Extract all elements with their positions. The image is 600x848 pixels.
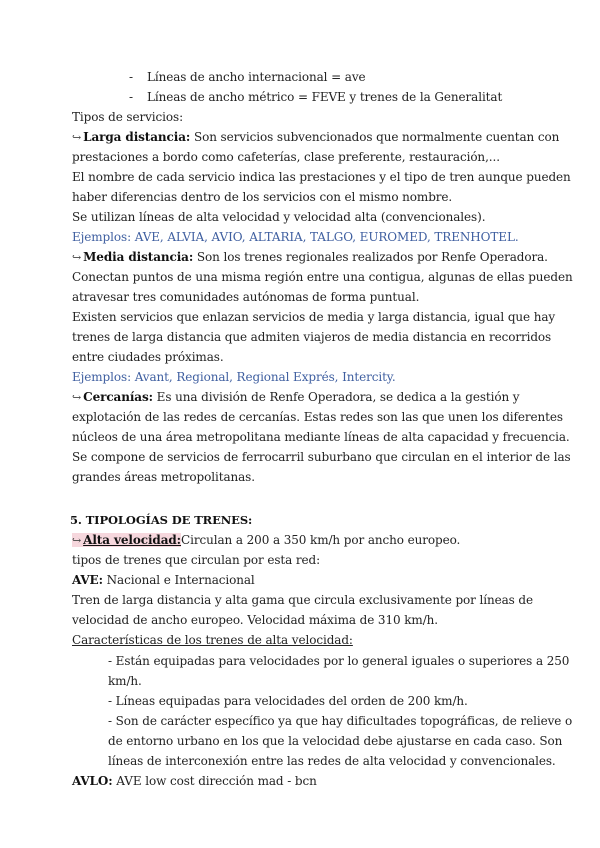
paragraph-line: Se utilizan líneas de alta velocidad y velocidad alta (convencionales). [72,210,486,224]
arrow-icon: ↪ [72,251,82,264]
paragraph-line: prestaciones a bordo como cafeterías, clase preferente, restauración,... [72,150,500,164]
paragraph-line: Conectan puntos de una misma región entre una contigua, algunas de ellas pueden [72,270,573,284]
paragraph-line: Se compone de servicios de ferrocarril suburbano que circulan en el interior de las [72,450,571,464]
paragraph-line: El nombre de cada servicio indica las prestaciones y el tipo de tren aunque pueden [72,170,571,184]
arrow-icon: ↪ [72,391,82,404]
list-item: km/h. [108,674,142,688]
text: AVE low cost dirección mad - bcn [112,774,317,788]
term-bold: Larga distancia: [83,130,191,144]
highlighted-term [72,533,181,547]
list-item: - Son de carácter específico ya que hay dificultades topográficas, de relieve o [108,714,573,728]
paragraph-line: núcleos de una área metropolitana mediante líneas de alta capacidad y frecuencia. [72,430,570,444]
term-bold: AVLO: [72,774,113,788]
paragraph-line: Tipos de servicios: [72,110,184,124]
term-bold: AVE: [72,573,103,587]
paragraph-line: Existen servicios que enlazan servicios de media y larga distancia, igual que hay [72,310,556,324]
arrow-icon: ↪ [72,131,82,144]
text: Son servicios subvencionados que normalmente cuentan con [190,130,560,144]
term-bold: Alta velocidad: [83,533,182,547]
paragraph-line [72,532,460,549]
list-item: - Líneas equipadas para velocidades del orden de 200 km/h. [108,694,468,708]
list-item: - Están equipadas para velocidades por lo general iguales o superiores a 250 [108,654,570,668]
paragraph-line: entre ciudades próximas. [72,350,224,364]
list-item: de entorno urbano en los que la velocidad debe ajustarse en cada caso. Son [108,734,563,748]
text: Circulan a 200 a 350 km/h por ancho europeo. [181,533,461,547]
text: Nacional e Internacional [102,573,255,587]
list-dash: - [129,70,133,84]
paragraph-line: Tren de larga distancia y alta gama que circula exclusivamente por líneas de [72,593,534,607]
list-item [129,89,502,106]
paragraph-line: trenes de larga distancia que admiten viajeros de media distancia en recorridos [72,330,552,344]
list-item-text: Líneas de ancho internacional = ave [146,70,366,84]
paragraph-line: haber diferencias dentro de los servicios con el mismo nombre. [72,190,453,204]
paragraph-line: atravesar tres comunidades autónomas de forma puntual. [72,290,420,304]
paragraph-line: grandes áreas metropolitanas. [72,470,255,484]
list-item: líneas de interconexión entre las redes de alta velocidad y convencionales. [108,754,556,768]
paragraph-line [72,249,548,266]
subheading-underlined: Características de los trenes de alta velocidad: [72,633,353,647]
section-heading: 5. TIPOLOGÍAS DE TRENES: [70,513,253,527]
term-bold: Cercanías: [83,390,153,404]
text: Es una división de Renfe Operadora, se dedica a la gestión y [152,390,520,404]
list-item [129,69,366,86]
list-dash: - [129,90,133,104]
text: Son los trenes regionales realizados por Renfe Operadora. [193,250,548,264]
paragraph-line: explotación de las redes de cercanías. Estas redes son las que unen los diferentes [72,410,563,424]
paragraph-line [72,129,559,146]
paragraph-line [72,773,317,790]
paragraph-line: velocidad de ancho europeo. Velocidad máxima de 310 km/h. [72,613,438,627]
paragraph-line [72,572,255,589]
examples-line: Ejemplos: AVE, ALVIA, AVIO, ALTARIA, TALGO, EUROMED, TRENHOTEL. [72,230,519,244]
paragraph-line: tipos de trenes que circulan por esta red: [72,553,321,567]
list-item-text: Líneas de ancho métrico = FEVE y trenes de la Generalitat [146,90,503,104]
arrow-icon: ↪ [72,534,82,547]
paragraph-line [72,389,520,406]
examples-line: Ejemplos: Avant, Regional, Regional Exprés, Intercity. [72,370,396,384]
term-bold: Media distancia: [83,250,194,264]
